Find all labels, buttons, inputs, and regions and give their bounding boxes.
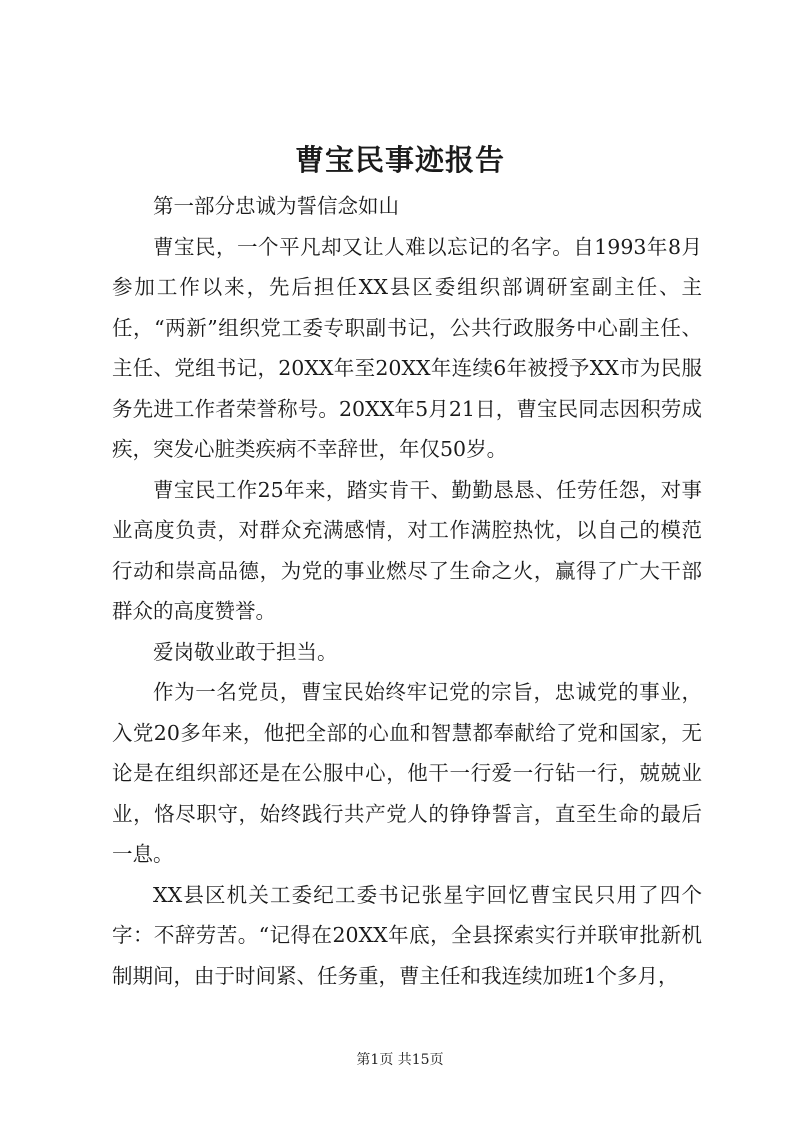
paragraph: 曹宝民工作25年来，踏实肯干、勤勤恳恳、任劳任怨，对事业高度负责，对群众充满感情，对工作满腔热忱，以自己的模范行动和崇高品德，为党的事业燃尽了生命之火，赢得了广大干部群众的高度赞誉。	[112, 477, 702, 623]
subheading: 爱岗敬业敢于担当。	[153, 639, 338, 664]
page-footer: 第1页 共15页	[356, 1052, 444, 1068]
paragraph: 曹宝民，一个平凡却又让人难以忘记的名字。自1993年8月参加工作以来，先后担任XX县区委组织部调研室副主任、主任，“两新”组织党工委专职副书记，公共行政服务中心副主任、主任、党组书记，20XX年至20XX年连续6年被授予XX市为民服务先进工作者荣誉称号。20XX年5月21日，曹宝民同志因积劳成疾，突发心脏类疾病不幸辞世，年仅50岁。	[112, 234, 702, 461]
paragraph: 作为一名党员，曹宝民始终牢记党的宗旨，忠诚党的事业，入党20多年来，他把全部的心血和智慧都奉献给了党和国家，无论是在组织部还是在公服中心，他干一行爱一行钻一行，兢兢业业，恪尽职守，始终践行共产党人的铮铮誓言，直至生命的最后一息。	[112, 680, 702, 866]
document-title: 曹宝民事迹报告	[294, 143, 505, 177]
paragraph: XX县区机关工委纪工委书记张星宇回忆曹宝民只用了四个字：不辞劳苦。“记得在20XX年底，全县探索实行并联审批新机制期间，由于时间紧、任务重，曹主任和我连续加班1个多月，	[112, 882, 702, 988]
document-body	[112, 186, 702, 996]
section-heading: 第一部分忠诚为誓信念如山	[153, 194, 399, 218]
